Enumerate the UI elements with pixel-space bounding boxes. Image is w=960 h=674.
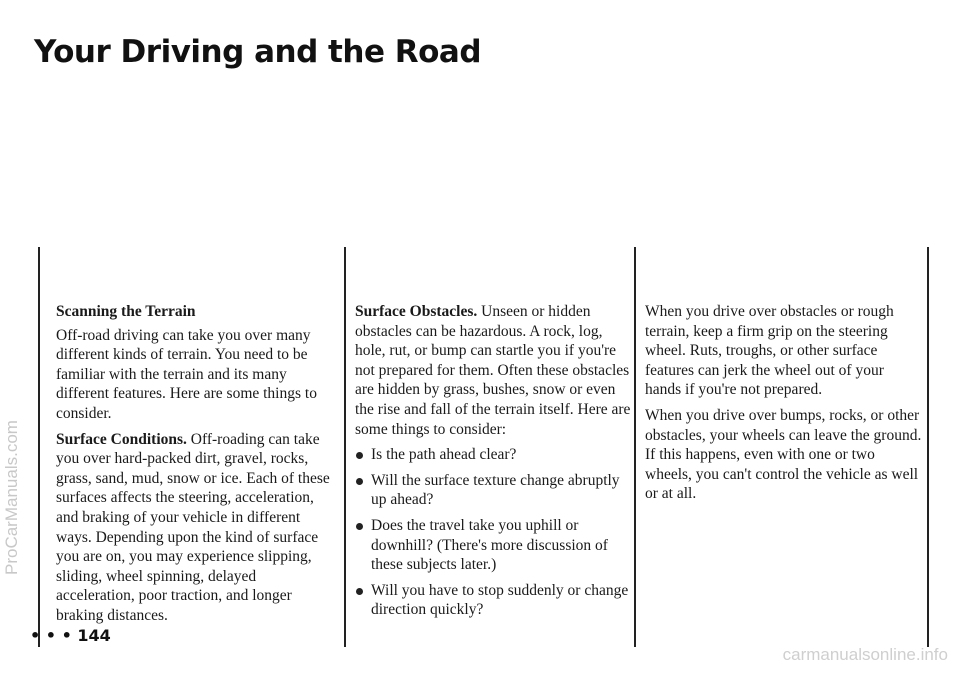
page-title: Your Driving and the Road [34, 34, 482, 70]
bumps-paragraph: When you drive over bumps, rocks, or other obstacles, your wheels can leave the ground. If this happens, even with one or two wheels, you can't control the vehicle as well or at all. [645, 406, 922, 503]
column-1 [56, 302, 338, 632]
column-rule-right [634, 247, 636, 647]
bullet-icon [356, 478, 363, 485]
column-rule-far-right [927, 247, 929, 647]
list-item: Will the surface texture change abruptly up ahead? [355, 471, 631, 510]
surface-conditions-text: Off-roading can take you over hard-packed dirt, gravel, rocks, grass, sand, mud, snow or ice. Each of these surfaces affects the steering, acceleration, and braking of your vehicle in different ways. Depending upon the kind of surface you are on, you may experience slipping, sliding, wheel spinning, delayed acceleration, poor traction, and longer braking distances. [56, 430, 330, 624]
list-item: Is the path ahead clear? [355, 445, 631, 465]
bottom-watermark: carmanualsonline.info [782, 645, 948, 664]
surface-obstacles-text: Unseen or hidden obstacles can be hazardous. A rock, log, hole, rut, or bump can startle you if you're not prepared for them. Often these obstacles are hidden by grass, bushes, snow or even the rise and fall of the terrain itself. Here are some things to consider: [355, 303, 631, 438]
list-item: Does the travel take you uphill or downhill? (There's more discussion of these subjects later.) [355, 516, 631, 575]
page-number: • • • 144 [30, 626, 111, 645]
surface-conditions-title: Surface Conditions. [56, 430, 187, 448]
rough-terrain-paragraph: When you drive over obstacles or rough terrain, keep a firm grip on the steering wheel. Ruts, troughs, or other surface features can jerk the wheel out of your hands if you're not prepared. [645, 303, 894, 399]
considerations-list [355, 445, 631, 620]
bullet-icon [356, 588, 363, 595]
bullet-icon [356, 523, 363, 530]
column-rule-left [38, 247, 40, 647]
surface-conditions-paragraph [56, 430, 338, 626]
bullet-icon [356, 452, 363, 459]
column-2 [355, 302, 631, 626]
column-3 [645, 302, 923, 510]
side-watermark: ProCarManuals.com [2, 420, 21, 575]
intro-paragraph: Off-road driving can take you over many different kinds of terrain. You need to be familiar with the terrain and its many different features. Here are some things to consider. [56, 326, 317, 422]
surface-obstacles-paragraph [355, 302, 631, 439]
section-heading: Scanning the Terrain [56, 303, 196, 320]
surface-obstacles-title: Surface Obstacles. [355, 303, 478, 320]
list-item: Will you have to stop suddenly or change direction quickly? [355, 581, 631, 620]
column-rule-middle [344, 247, 346, 647]
